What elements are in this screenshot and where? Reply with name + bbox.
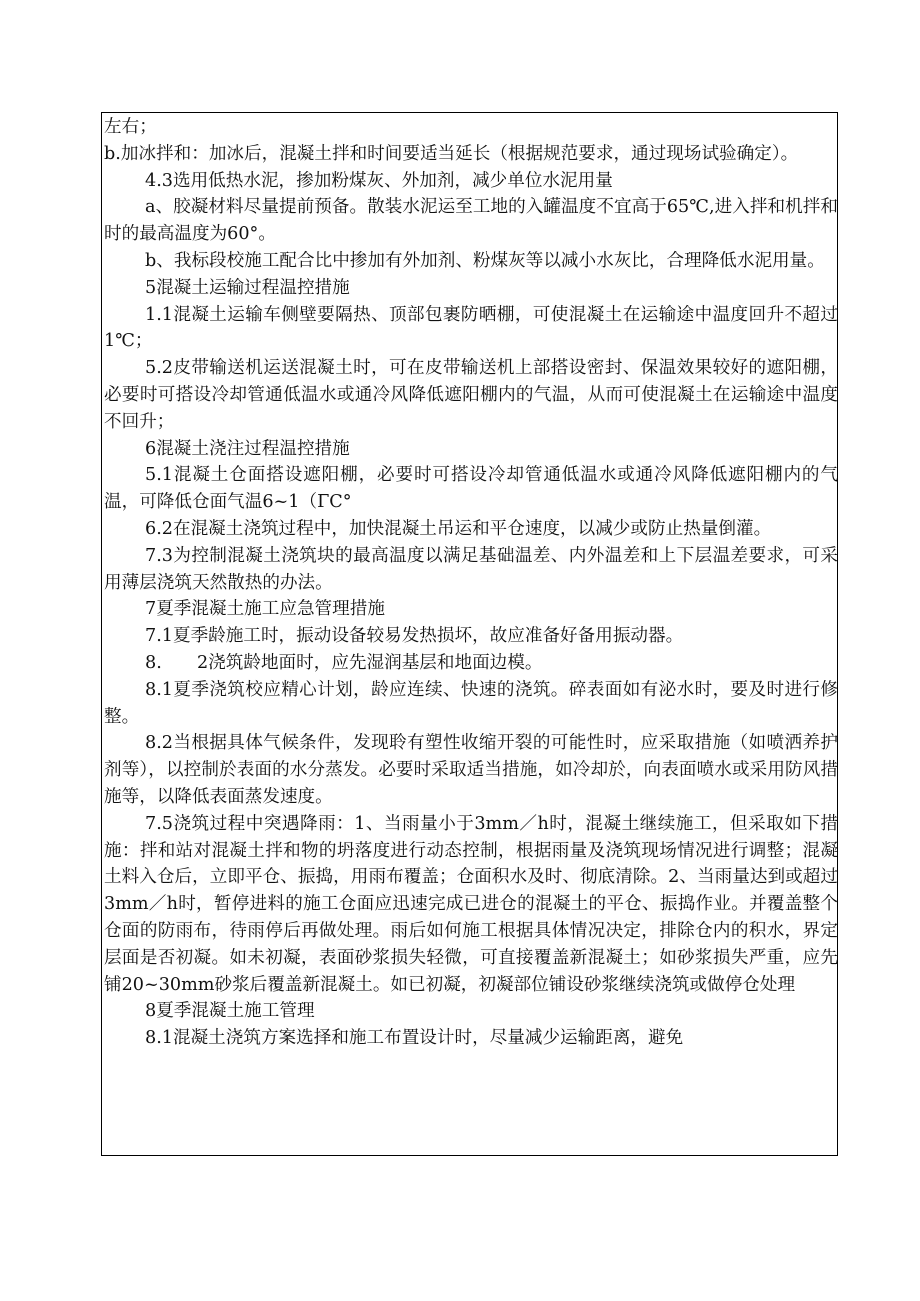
- paragraph: 6.2在混凝土浇筑过程中，加快混凝土吊运和平仓速度，以减少或防止热量倒灌。: [145, 518, 772, 539]
- document-body: [104, 114, 838, 1052]
- section-heading: 5混凝土运输过程温控措施: [145, 277, 350, 298]
- section-heading: 4.3选用低热水泥，掺加粉煤灰、外加剂，减少单位水泥用量: [145, 170, 613, 191]
- paragraph: 8.1夏季浇筑校应精心计划，龄应连续、快速的浇筑。碎表面如有泌水时，要及时进行修整。: [104, 679, 838, 727]
- section-heading: 8夏季混凝土施工管理: [145, 1001, 315, 1022]
- paragraph: b.加冰拌和：加冰后，混凝土拌和时间要适当延长（根据规范要求，通过现场试验确定）。: [104, 143, 799, 164]
- paragraph: 8. 2浇筑龄地面时，应先湿润基层和地面边模。: [145, 652, 543, 673]
- paragraph: 5.1混凝土仓面搭设遮阳棚，必要时可搭设冷却管通低温水或通冷风降低遮阳棚内的气温，可降低仓面气温6~1（ΓC°: [104, 465, 838, 513]
- section-heading: 6混凝土浇注过程温控措施: [145, 438, 350, 459]
- paragraph: 7.3为控制混凝土浇筑块的最高温度以满足基础温差、内外温差和上下层温差要求，可采用薄层浇筑天然散热的办法。: [104, 545, 838, 593]
- section-heading: 7夏季混凝土施工应急管理措施: [145, 599, 385, 620]
- paragraph: 8.1混凝土浇筑方案选择和施工布置设计时，尽量减少运输距离，避免: [145, 1028, 684, 1049]
- paragraph: 7.1夏季龄施工时，振动设备较易发热损坏，故应准备好备用振动器。: [145, 626, 684, 647]
- paragraph: 5.2皮带输送机运送混凝土时，可在皮带输送机上部搭设密封、保温效果较好的遮阳棚，必要时可搭设冷却管通低温水或通冷风降低遮阳棚内的气温，从而可使混凝土在运输途中温度不回升；: [104, 358, 838, 432]
- paragraph: 7.5浇筑过程中突遇降雨：1、当雨量小于3mm／h时，混凝土继续施工，但采取如下措施：拌和站对混凝土拌和物的坍落度进行动态控制，根据雨量及浇筑现场情况进行调整；混凝土料入仓后，立即平仓、振捣，用雨布覆盖；仓面积水及时、彻底清除。2、当雨量达到或超过3mm／h时，暂停进料的施工仓面应迅速完成已进仓的混凝土的平仓、振捣作业。并覆盖整个仓面的防雨布，待雨停后再做处理。雨后如何施工根据具体情况决定，排除仓内的积水，界定层面是否初凝。如未初凝，表面砂浆损失轻微，可直接覆盖新混凝土；如砂浆损失严重，应先铺20~30mm砂浆后覆盖新混凝土。如已初凝，初凝部位铺设砂浆继续浇筑或做停仓处理: [104, 813, 838, 995]
- paragraph: b、我标段校施工配合比中掺加有外加剂、粉煤灰等以减小水灰比，合理降低水泥用量。: [145, 250, 825, 271]
- paragraph: 8.2当根据具体气候条件，发现聆有塑性收缩开裂的可能性时，应采取措施（如喷洒养护剂等），以控制於表面的水分蒸发。必要时采取适当措施，如冷却於，向表面喷水或采用防风措施等，以降低表面蒸发速度。: [104, 733, 838, 807]
- paragraph: a、胶凝材料尽量提前预备。散装水泥运至工地的入罐温度不宜高于65℃,进入拌和机拌和时的最高温度为60°。: [104, 197, 838, 245]
- paragraph: 1.1混凝土运输车侧壁要隔热、顶部包裹防晒棚，可使混凝土在运输途中温度回升不超过1℃；: [104, 304, 838, 352]
- paragraph: 左右；: [104, 117, 157, 137]
